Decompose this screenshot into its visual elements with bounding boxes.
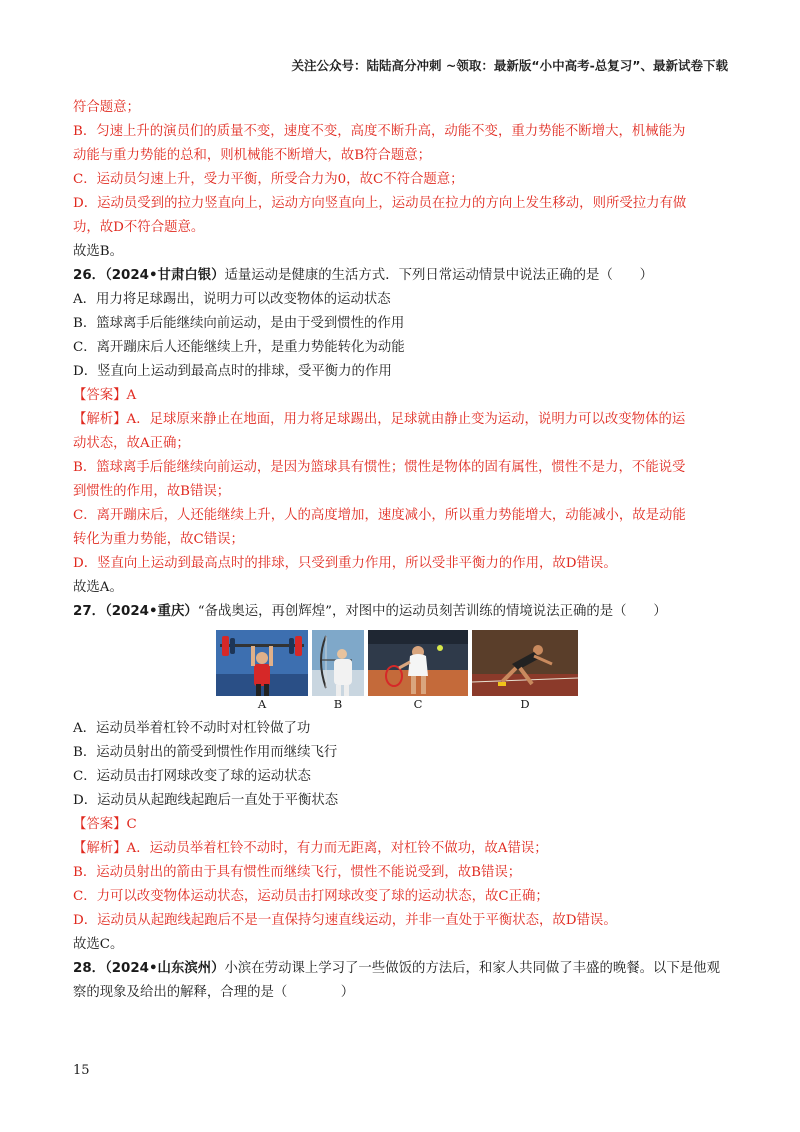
q27-analysis-line: C．力可以改变物体运动状态，运动员击打网球改变了球的运动状态，故C正确； [73,889,549,904]
tennis-player-photo-icon [368,630,468,696]
q28-stem: 小滨在劳动课上学习了一些做饭的方法后，和家人共同做了丰盛的晚餐。以下是他观察的现象及给出的解释，合理的是（ ） [73,961,720,1000]
q27-image-a [216,630,308,711]
q27-option-d: D．运动员从起跑线起跑后一直处于平衡状态 [73,793,339,808]
page-content [73,96,725,1005]
q26-analysis-line: 【解析】A．足球原来静止在地面，用力将足球踢出，足球就由静止变为运动，说明力可以改变物体的运 [73,412,686,427]
q27-image-b [312,630,364,711]
q27-image-c [368,630,468,711]
q26-analysis [73,408,725,576]
prev-analysis-line: B．匀速上升的演员们的质量不变，速度不变，高度不断升高，动能不变，重力势能不断增大，机械能为 [73,124,686,139]
prev-analysis-line: 功，故D不符合题意。 [73,220,205,235]
q26-number: 26． [73,268,106,283]
q26-stem: 适量运动是健康的生活方式．下列日常运动情景中说法正确的是（ ） [224,268,654,283]
weightlifter-photo-icon [216,630,308,696]
q26-stem-line [73,264,725,288]
q26-answer: 【答案】A [73,388,137,403]
q26-option-c: C．离开蹦床后人还能继续上升，是重力势能转化为动能 [73,340,405,355]
q26-option-a: A．用力将足球踢出，说明力可以改变物体的运动状态 [73,292,391,307]
archer-photo-icon [312,630,364,696]
q26-analysis-line: B．篮球离手后能继续向前运动，是因为篮球具有惯性；惯性是物体的固有属性，惯性不是力，不能说受 [73,460,686,475]
q26-analysis-line: 转化为重力势能，故C错误； [73,532,244,547]
prev-analysis-line: D．运动员受到的拉力竖直向上，运动方向竖直向上，运动员在拉力的方向上发生移动，则所受拉力有做 [73,196,687,211]
prev-analysis [73,96,725,240]
q26-analysis-line: 到惯性的作用，故B错误； [73,484,231,499]
q26-analysis-line: D．竖直向上运动到最高点时的排球，只受到重力作用，所以受非平衡力的作用，故D错误。 [73,556,617,571]
q27-image-label: A [257,697,267,711]
q26-option-b: B．篮球离手后能继续向前运动，是由于受到惯性的作用 [73,316,405,331]
q27-image-label: C [413,697,423,711]
q27-option-a: A．运动员举着杠铃不动时对杠铃做了功 [73,721,311,736]
q27-analysis-line: 【解析】A．运动员举着杠铃不动时，有力而无距离，对杠铃不做功，故A错误； [73,841,548,856]
prev-conclusion: 故选B。 [73,244,124,259]
q27-image-label: B [333,697,343,711]
q27-figure [216,630,725,711]
prev-analysis-line: 动能与重力势能的总和，则机械能不断增大，故B符合题意； [73,148,431,163]
q26-source: （2024•甘肃白银） [105,268,225,283]
sprinter-photo-icon [472,630,578,696]
q26-analysis-line: 动状态，故A正确； [73,436,190,451]
prev-analysis-line: 符合题意； [73,100,140,115]
q27-image-d [472,630,578,711]
q27-option-b: B．运动员射出的箭受到惯性作用而继续飞行 [73,745,338,760]
prev-analysis-line: C．运动员匀速上升，受力平衡，所受合力为0，故C不符合题意； [73,172,464,187]
q27-stem: “备战奥运，再创辉煌”，对图中的运动员刻苦训练的情境说法正确的是（ ） [197,604,667,619]
q26-analysis-line: C．离开蹦床后，人还能继续上升，人的高度增加，速度减小，所以重力势能增大，动能减小，故是动能 [73,508,686,523]
q27-analysis-line: D．运动员从起跑线起跑后不是一直保持匀速直线运动，并非一直处于平衡状态，故D错误。 [73,913,617,928]
q27-conclusion: 故选C。 [73,937,124,952]
page-header: 关注公众号：陆陆高分冲刺 ~领取：最新版“小中高考-总复习”、最新试卷下载 [291,58,728,73]
q27-source: （2024•重庆） [105,604,198,619]
q26-conclusion: 故选A。 [73,580,123,595]
q28-number: 28． [73,961,106,976]
q27-analysis-line: B．运动员射出的箭由于具有惯性而继续飞行，惯性不能说受到，故B错误； [73,865,522,880]
q27-option-c: C．运动员击打网球改变了球的运动状态 [73,769,311,784]
q27-number: 27． [73,604,106,619]
q27-image-label: D [520,697,530,711]
q28-source: （2024•山东滨州） [105,961,225,976]
q27-answer: 【答案】C [73,817,137,832]
q27-stem-line [73,600,725,624]
q28-stem-line [73,957,725,1005]
page-number: 15 [73,1063,90,1078]
q27-analysis [73,837,725,933]
q26-option-d: D．竖直向上运动到最高点时的排球，受平衡力的作用 [73,364,392,379]
